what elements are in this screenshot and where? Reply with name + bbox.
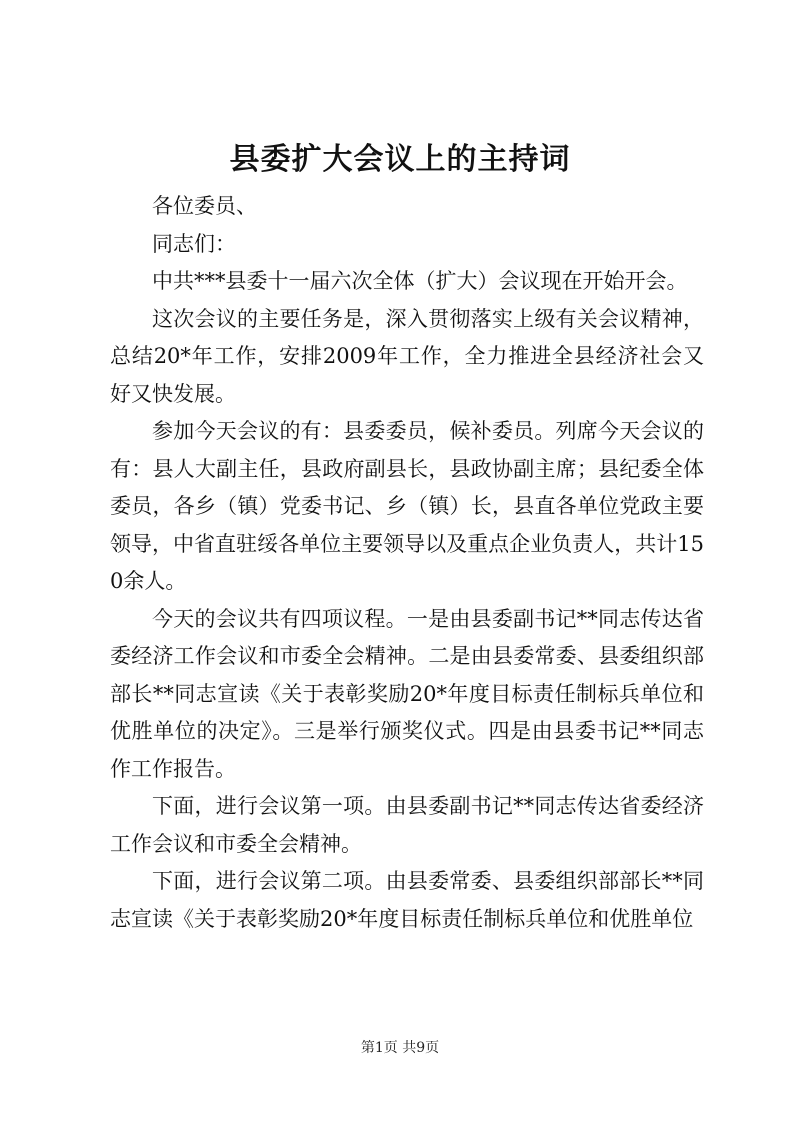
document-title: 县委扩大会议上的主持词 [229,142,571,177]
body-paragraph: 今天的会议共有四项议程。一是由县委副书记**同志传达省委经济工作会议和市委全会精神。二是由县委常委、县委组织部部长**同志宣读《关于表彰奖励20*年度目标责任制标兵单位和优胜单位的决定》。三是举行颁奖仪式。四是由县委书记**同志作工作报告。 [110,606,704,781]
document-body [110,188,704,938]
body-paragraph: 中共***县委十一届六次全体（扩大）会议现在开始开会。 [152,269,688,293]
body-paragraph: 下面，进行会议第二项。由县委常委、县委组织部部长**同志宣读《关于表彰奖励20*年度目标责任制标兵单位和优胜单位 [110,869,704,931]
body-paragraph: 参加今天会议的有：县委委员，候补委员。列席今天会议的有：县人大副主任，县政府副县长，县政协副主席；县纪委全体委员，各乡（镇）党委书记、乡（镇）长，县直各单位党政主要领导，中省直驻绥各单位主要领导以及重点企业负责人，共计150余人。 [110,419,704,593]
page-number-footer: 第1页 共9页 [360,1040,440,1056]
salutation-paragraph: 同志们： [152,231,236,256]
salutation-paragraph: 各位委员、 [152,194,257,218]
body-paragraph: 下面，进行会议第一项。由县委副书记**同志传达省委经济工作会议和市委全会精神。 [110,794,704,856]
body-paragraph: 这次会议的主要任务是，深入贯彻落实上级有关会议精神，总结20*年工作，安排2009年工作，全力推进全县经济社会又好又快发展。 [110,306,704,406]
